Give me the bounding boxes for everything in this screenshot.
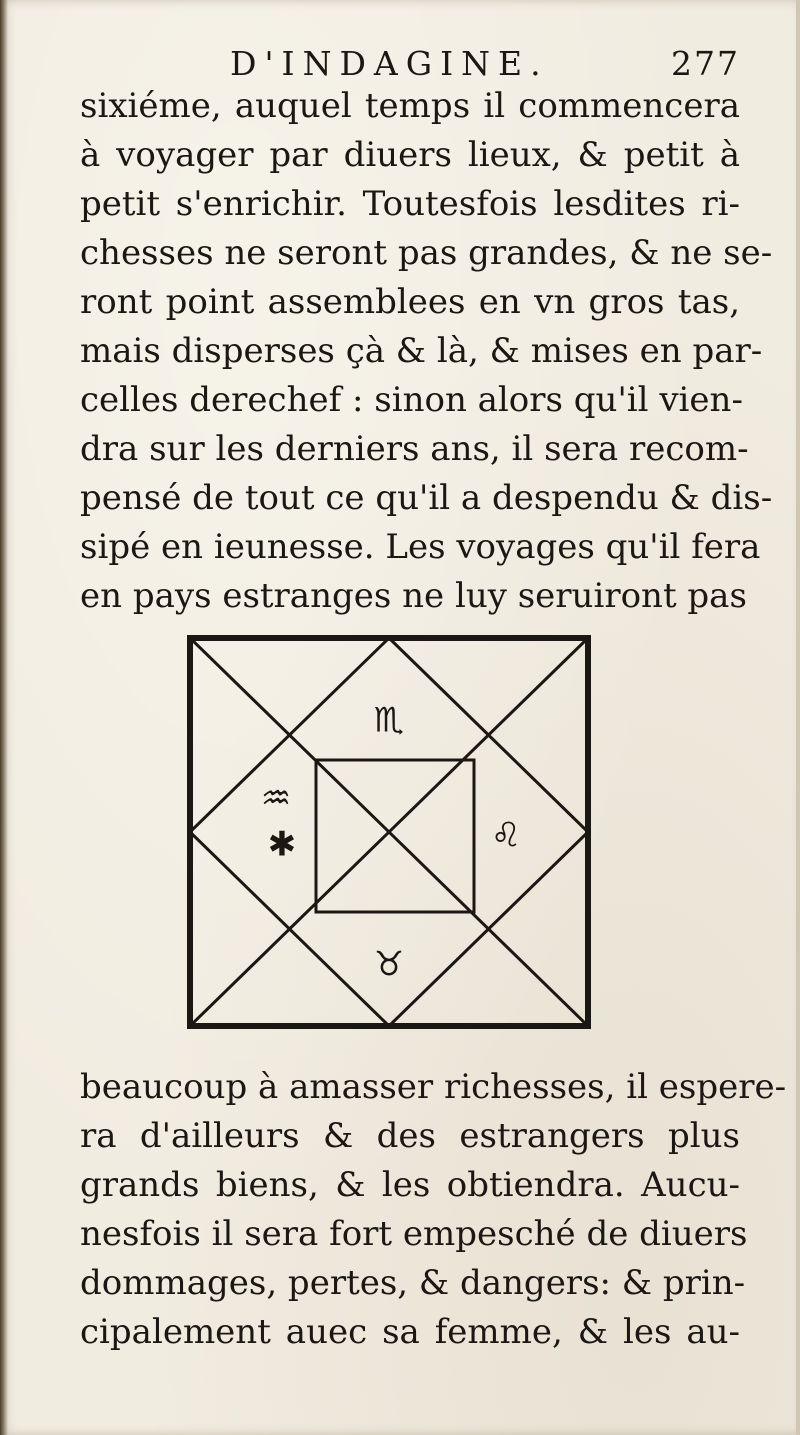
text-line: à voyager par diuers lieux, & petit à [80,135,740,175]
horoscope-chart [184,632,594,1032]
text-line: grands biens, & les obtiendra. Aucu- [80,1165,740,1205]
text-line: ra d'ailleurs & des estrangers plus [80,1116,740,1156]
binding-gutter [0,0,8,1435]
horoscope-chart-svg [184,632,594,1032]
star-mark: ✱ [267,824,297,865]
text-line: beaucoup à amasser richesses, il espere- [80,1067,787,1107]
leo-sign: ♌ [490,815,522,856]
text-line: chesses ne seront pas grandes, & ne se- [80,233,773,273]
text-line: dra sur les derniers ans, il sera recom- [80,429,749,469]
text-line: petit s'enrichir. Toutesfois lesdites ri- [80,184,740,224]
text-line: sixiéme, auquel temps il commencera [80,86,740,126]
text-line: cipalement auec sa femme, & les au- [80,1312,740,1352]
text-line: nesfois il sera fort empesché de diuers [80,1214,748,1254]
text-line: mais disperses çà & là, & mises en par- [80,331,763,371]
text-line: dommages, pertes, & dangers: & prin- [80,1263,746,1303]
text-block-lower [80,1063,787,1357]
taurus-sign: ♉ [373,944,405,985]
page-number: 277 [671,44,740,83]
text-block-upper [80,82,773,621]
scorpio-sign: ♏ [373,700,405,741]
text-line: celles derechef : sinon alors qu'il vien- [80,380,743,420]
text-line: pensé de tout ce qu'il a despendu & dis- [80,478,773,518]
text-line: ront point assemblees en vn gros tas, [80,282,740,322]
text-line: sipé en ieunesse. Les voyages qu'il fera [80,527,761,567]
running-head: D'INDAGINE. [230,44,549,83]
aquarius-sign: ♒ [260,778,292,819]
text-line: en pays estranges ne luy seruiront pas [80,576,747,616]
